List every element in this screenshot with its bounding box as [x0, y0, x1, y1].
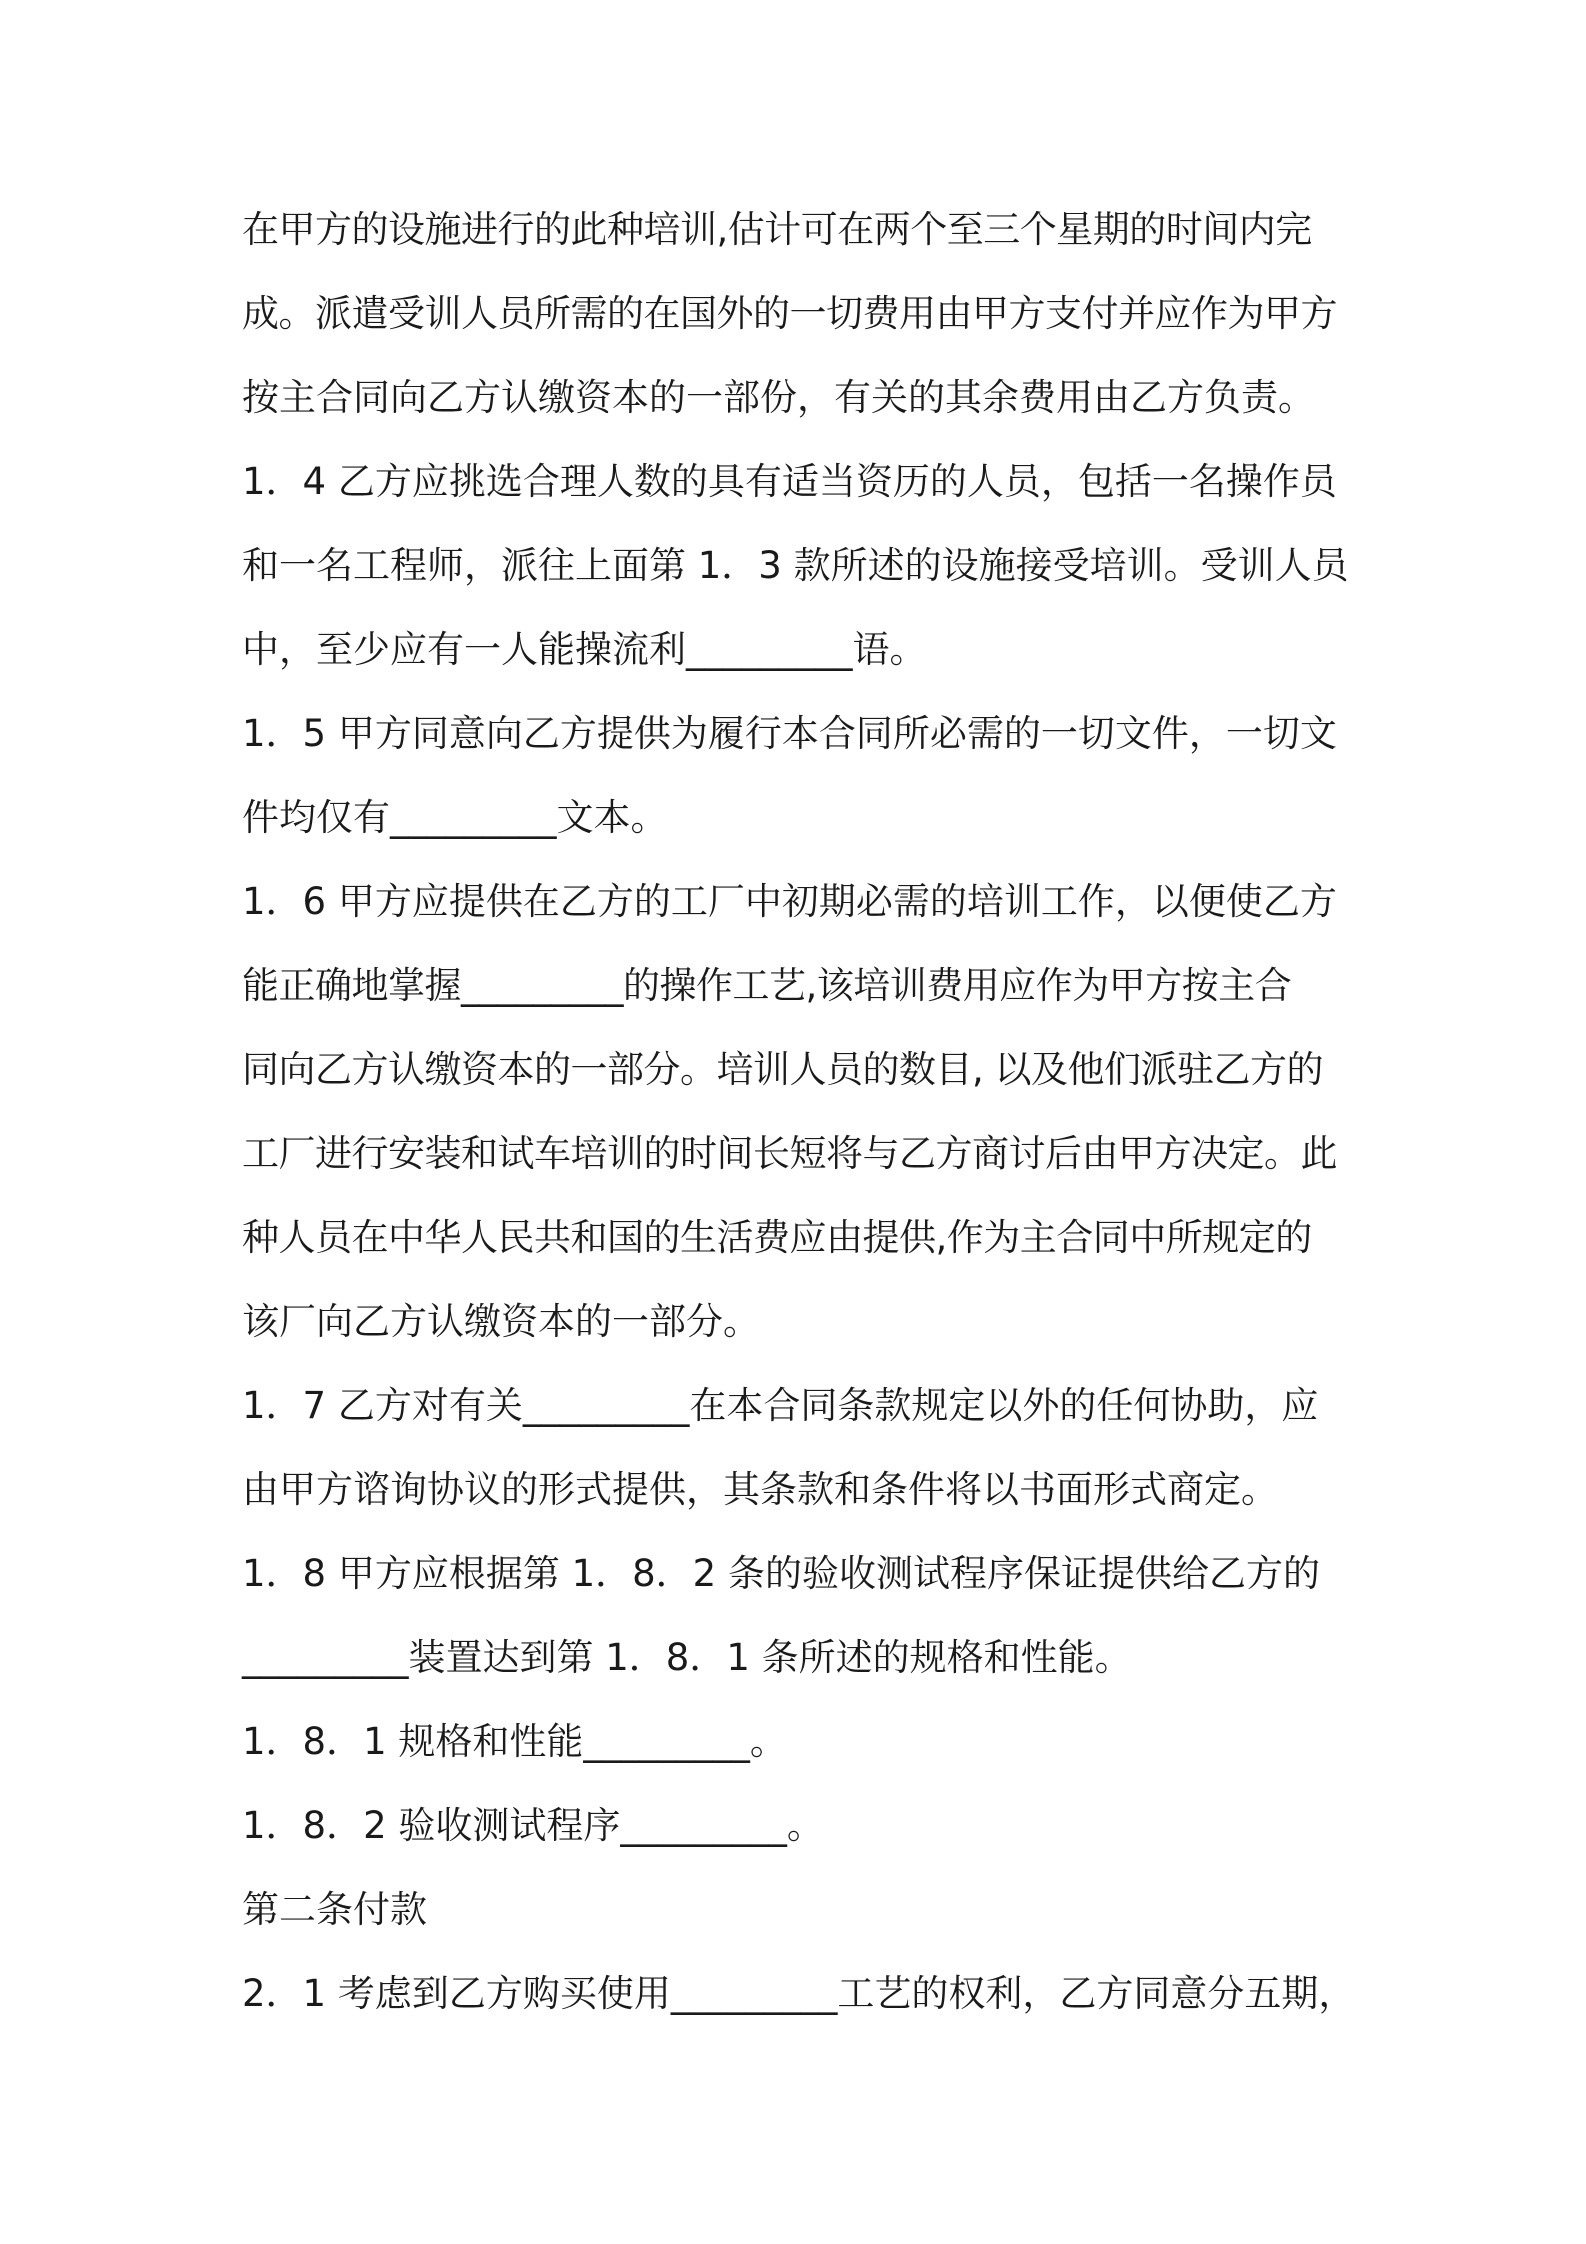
- text-line: 1．7 乙方对有关_________在本合同条款规定以外的任何协助，应: [242, 1384, 1319, 1427]
- text-line: _________装置达到第 1．8．1 条所述的规格和性能。: [242, 1636, 1132, 1679]
- section-heading: 第二条付款: [242, 1888, 427, 1931]
- text-line: 件均仅有_________文本。: [242, 796, 668, 839]
- text-line: 工厂进行安装和试车培训的时间长短将与乙方商讨后由甲方决定。此: [242, 1132, 1337, 1175]
- text-line: 中，至少应有一人能操流利_________语。: [242, 628, 927, 671]
- text-line: 1．8．2 验收测试程序_________。: [242, 1804, 824, 1847]
- text-line: 和一名工程师，派往上面第 1．3 款所述的设施接受培训。受训人员: [242, 544, 1349, 587]
- text-line: 1．8．1 规格和性能_________。: [242, 1720, 787, 1763]
- text-line: 能正确地掌握_________的操作工艺,该培训费用应作为甲方按主合: [242, 964, 1292, 1007]
- text-line: 1．4 乙方应挑选合理人数的具有适当资历的人员，包括一名操作员: [242, 460, 1337, 503]
- text-line: 该厂向乙方认缴资本的一部分。: [242, 1300, 760, 1343]
- text-line: 在甲方的设施进行的此种培训,估计可在两个至三个星期的时间内完: [242, 208, 1312, 251]
- text-line: 按主合同向乙方认缴资本的一部份，有关的其余费用由乙方负责。: [242, 376, 1315, 419]
- text-line: 1．6 甲方应提供在乙方的工厂中初期必需的培训工作，以便使乙方: [242, 880, 1337, 923]
- text-line: 1．8 甲方应根据第 1．8．2 条的验收测试程序保证提供给乙方的: [242, 1552, 1320, 1595]
- text-line: 种人员在中华人民共和国的生活费应由提供,作为主合同中所规定的: [242, 1216, 1312, 1259]
- text-line: 2．1 考虑到乙方购买使用_________工艺的权利，乙方同意分五期，: [242, 1972, 1356, 2015]
- text-line: 成。派遣受训人员所需的在国外的一切费用由甲方支付并应作为甲方: [242, 292, 1337, 335]
- text-line: 同向乙方认缴资本的一部分。培训人员的数目, 以及他们派驻乙方的: [242, 1048, 1324, 1091]
- text-line: 由甲方谘询协议的形式提供，其条款和条件将以书面形式商定。: [242, 1468, 1278, 1511]
- document-body: [242, 200, 1372, 2048]
- text-line: 1．5 甲方同意向乙方提供为履行本合同所必需的一切文件，一切文: [242, 712, 1337, 755]
